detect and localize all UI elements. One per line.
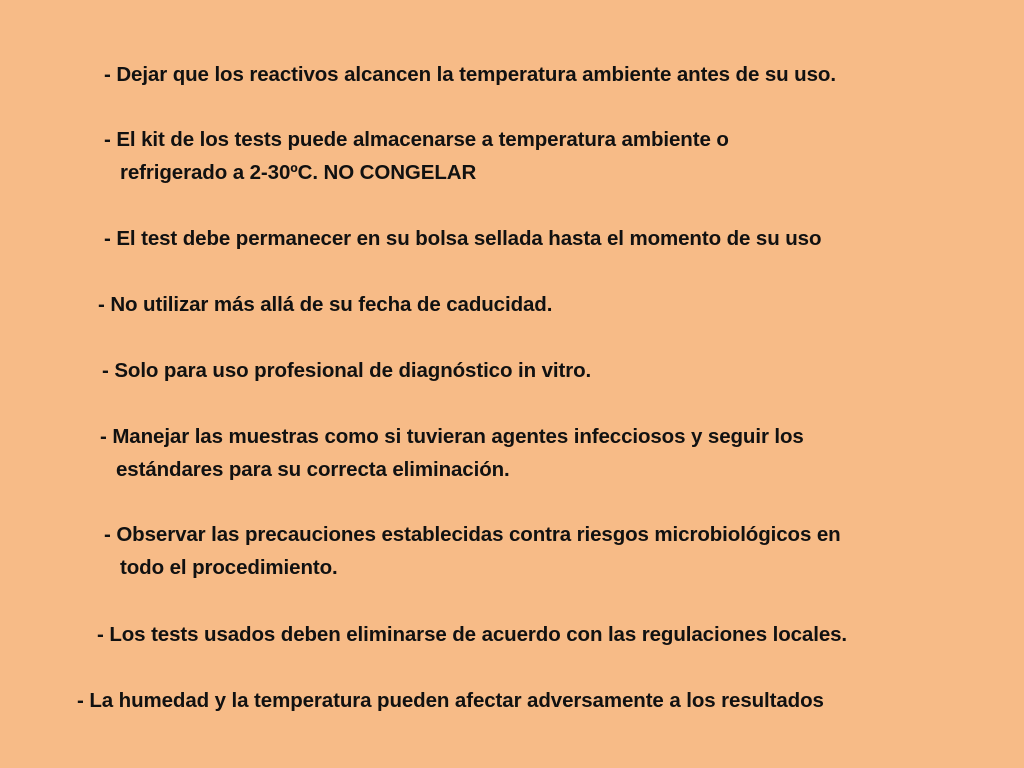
precaution-text-continuation: estándares para su correcta eliminación. — [116, 458, 510, 481]
precaution-text-continuation: refrigerado a 2-30ºC. NO CONGELAR — [120, 161, 477, 184]
precaution-text: - Dejar que los reactivos alcancen la temperatura ambiente antes de su uso. — [104, 63, 836, 86]
precaution-item — [77, 684, 824, 717]
precaution-text: - Solo para uso profesional de diagnóstico in vitro. — [102, 359, 592, 382]
precaution-item — [104, 58, 836, 91]
precaution-item — [104, 518, 841, 584]
precaution-text: - El test debe permanecer en su bolsa sellada hasta el momento de su uso — [104, 227, 822, 250]
precaution-text: - Manejar las muestras como si tuvieran agentes infecciosos y seguir los — [100, 425, 804, 448]
precaution-item — [98, 288, 552, 321]
precaution-text: - El kit de los tests puede almacenarse a temperatura ambiente o — [104, 128, 729, 151]
precaution-item — [104, 123, 729, 189]
precaution-text: - La humedad y la temperatura pueden afectar adversamente a los resultados — [77, 689, 824, 712]
precaution-item — [104, 222, 821, 255]
precaution-text: - No utilizar más allá de su fecha de caducidad. — [98, 293, 553, 316]
precaution-item — [102, 354, 591, 387]
precaution-text: - Observar las precauciones establecidas contra riesgos microbiológicos en — [104, 523, 841, 546]
precaution-item — [97, 618, 847, 651]
precaution-item — [100, 420, 804, 486]
precaution-text: - Los tests usados deben eliminarse de acuerdo con las regulaciones locales. — [97, 623, 848, 646]
precaution-text-continuation: todo el procedimiento. — [120, 556, 338, 579]
